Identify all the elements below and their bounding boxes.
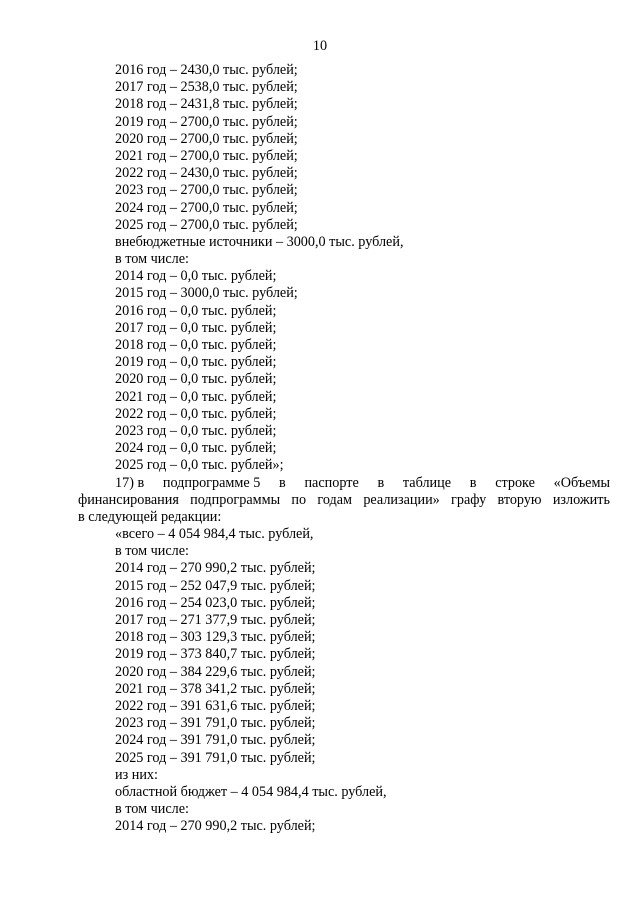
text-line: «всего – 4 054 984,4 тыс. рублей, [115, 526, 314, 543]
text-line: 2021 год – 0,0 тыс. рублей; [115, 388, 277, 405]
word: изложить [552, 491, 610, 508]
text-line: 2014 год – 270 990,2 тыс. рублей; [115, 818, 316, 835]
funding-list-a [78, 62, 610, 475]
text-line: 2024 год – 391 791,0 тыс. рублей; [115, 732, 316, 749]
text-line: внебюджетные источники – 3000,0 тыс. рублей, [115, 233, 404, 250]
text-line: 2018 год – 303 129,3 тыс. рублей; [115, 629, 316, 646]
paragraph-line [78, 492, 610, 509]
text-line: 2017 год – 2538,0 тыс. рублей; [115, 79, 298, 96]
text-line: 2021 год – 2700,0 тыс. рублей; [115, 147, 298, 164]
text-line: в том числе: [115, 543, 189, 560]
paragraph-17 [78, 475, 610, 527]
word: таблице [402, 474, 452, 491]
text-line: в том числе: [115, 251, 189, 268]
word: в [377, 474, 385, 491]
text-line: 2022 год – 0,0 тыс. рублей; [115, 405, 277, 422]
word: годам [317, 491, 353, 508]
word: вторую [497, 491, 542, 508]
funding-list-b [78, 526, 610, 835]
text-line: 2015 год – 3000,0 тыс. рублей; [115, 285, 298, 302]
word: «Объемы [553, 474, 610, 491]
text-line: 2020 год – 0,0 тыс. рублей; [115, 371, 277, 388]
text-line: 2024 год – 0,0 тыс. рублей; [115, 440, 277, 457]
text-line: 2017 год – 0,0 тыс. рублей; [115, 319, 277, 336]
word: графу [451, 491, 487, 508]
word: финансирования [78, 491, 179, 508]
text-line: 2015 год – 252 047,9 тыс. рублей; [115, 577, 316, 594]
text-line: 2020 год – 384 229,6 тыс. рублей; [115, 663, 316, 680]
text-line: 2017 год – 271 377,9 тыс. рублей; [115, 612, 316, 628]
text-line: 2018 год – 2431,8 тыс. рублей; [115, 96, 298, 113]
text-line: 2025 год – 391 791,0 тыс. рублей; [115, 749, 316, 766]
paragraph-line [78, 475, 610, 492]
text-line: 2018 год – 0,0 тыс. рублей; [115, 337, 277, 353]
word: паспорте [304, 474, 359, 491]
text-line: 2021 год – 378 341,2 тыс. рублей; [115, 680, 316, 697]
word: по [291, 491, 307, 508]
text-line: 2019 год – 0,0 тыс. рублей; [115, 354, 277, 371]
text-line: 2024 год – 2700,0 тыс. рублей; [115, 199, 298, 216]
text-line: 2019 год – 2700,0 тыс. рублей; [115, 113, 298, 130]
text-line: 2022 год – 2430,0 тыс. рублей; [115, 165, 298, 182]
text-line: областной бюджет – 4 054 984,4 тыс. рублей, [115, 783, 387, 800]
text-line: 2023 год – 0,0 тыс. рублей; [115, 422, 277, 439]
text-line: в том числе: [115, 801, 189, 818]
word: 17) в [115, 474, 145, 491]
word: строке [495, 474, 535, 491]
text-line: 2020 год – 2700,0 тыс. рублей; [115, 130, 298, 147]
word: в [469, 474, 477, 491]
text-line: 2022 год – 391 631,6 тыс. рублей; [115, 697, 316, 714]
text-line: 2016 год – 0,0 тыс. рублей; [115, 302, 277, 319]
text-line: из них: [115, 766, 158, 783]
text-line: 2025 год – 0,0 тыс. рублей»; [115, 457, 284, 474]
text-line: 2016 год – 254 023,0 тыс. рублей; [115, 594, 316, 611]
text-line: 2019 год – 373 840,7 тыс. рублей; [115, 646, 316, 663]
word: реализации» [363, 491, 440, 508]
page-number: 10 [312, 38, 328, 54]
text-line: 2014 год – 0,0 тыс. рублей; [115, 268, 277, 285]
text-line: 2023 год – 391 791,0 тыс. рублей; [115, 715, 316, 732]
text-line: 2016 год – 2430,0 тыс. рублей; [115, 62, 298, 78]
document-body [78, 62, 610, 835]
paragraph-line: в следующей редакции: [78, 508, 222, 525]
word: в [279, 474, 286, 491]
text-line: 2014 год – 270 990,2 тыс. рублей; [115, 560, 316, 577]
word: подпрограмме 5 [162, 474, 261, 491]
text-line: 2023 год – 2700,0 тыс. рублей; [115, 182, 298, 199]
text-line: 2025 год – 2700,0 тыс. рублей; [115, 216, 298, 233]
word: подпрограммы [190, 491, 281, 508]
